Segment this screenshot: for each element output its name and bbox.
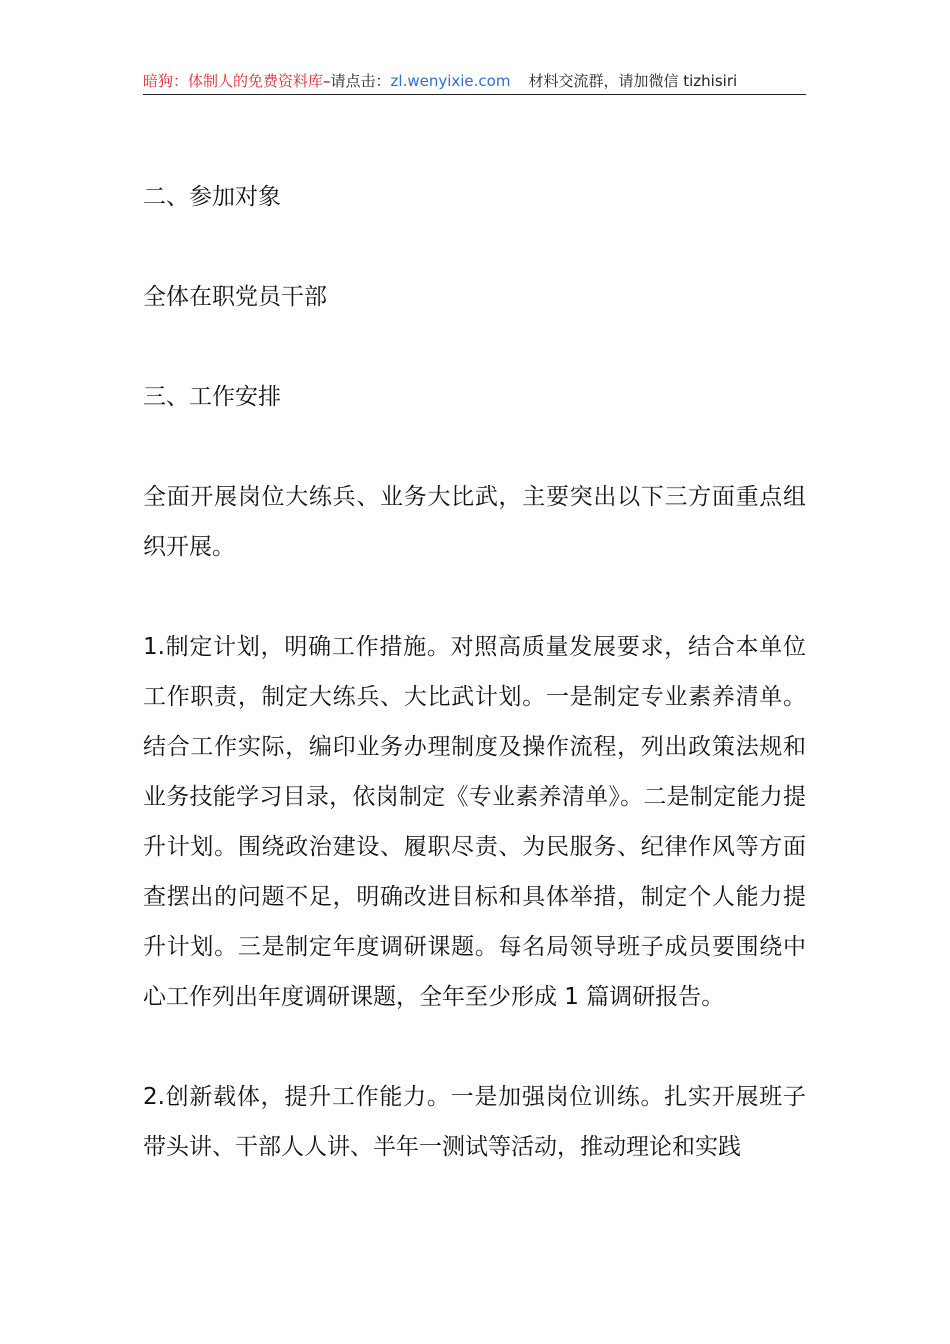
arrangement-intro: 全面开展岗位大练兵、业务大比武，主要突出以下三方面重点组织开展。 (143, 484, 806, 560)
header-contact: 材料交流群，请加微信 tizhisiri (528, 72, 738, 90)
page-header (143, 70, 806, 95)
header-site-name: 暗狗：体制人的免费资料库 (143, 72, 324, 90)
header-prompt: –请点击： (323, 72, 391, 90)
section-heading-arrangement: 三、工作安排 (143, 384, 281, 410)
section-heading-participants: 二、参加对象 (143, 184, 281, 210)
header-url-link[interactable]: zl.wenyixie.com (390, 72, 511, 90)
document-body (143, 172, 806, 1222)
arrangement-item-1: 1.制定计划，明确工作措施。对照高质量发展要求，结合本单位工作职责，制定大练兵、大比武计划。一是制定专业素养清单。结合工作实际，编印业务办理制度及操作流程，列出政策法规和业务技能学习目录，依岗制定《专业素养清单》。二是制定能力提升计划。围绕政治建设、履职尽责、为民服务、纪律作风等方面查摆出的问题不足，明确改进目标和具体举措，制定个人能力提升计划。三是制定年度调研课题。每名局领导班子成员要围绕中心工作列出年度调研课题，全年至少形成 1 篇调研报告。 (143, 634, 806, 1010)
arrangement-item-2: 2.创新载体，提升工作能力。一是加强岗位训练。扎实开展班子带头讲、干部人人讲、半年一测试等活动，推动理论和实践 (143, 1084, 806, 1160)
participants-text: 全体在职党员干部 (143, 284, 327, 310)
